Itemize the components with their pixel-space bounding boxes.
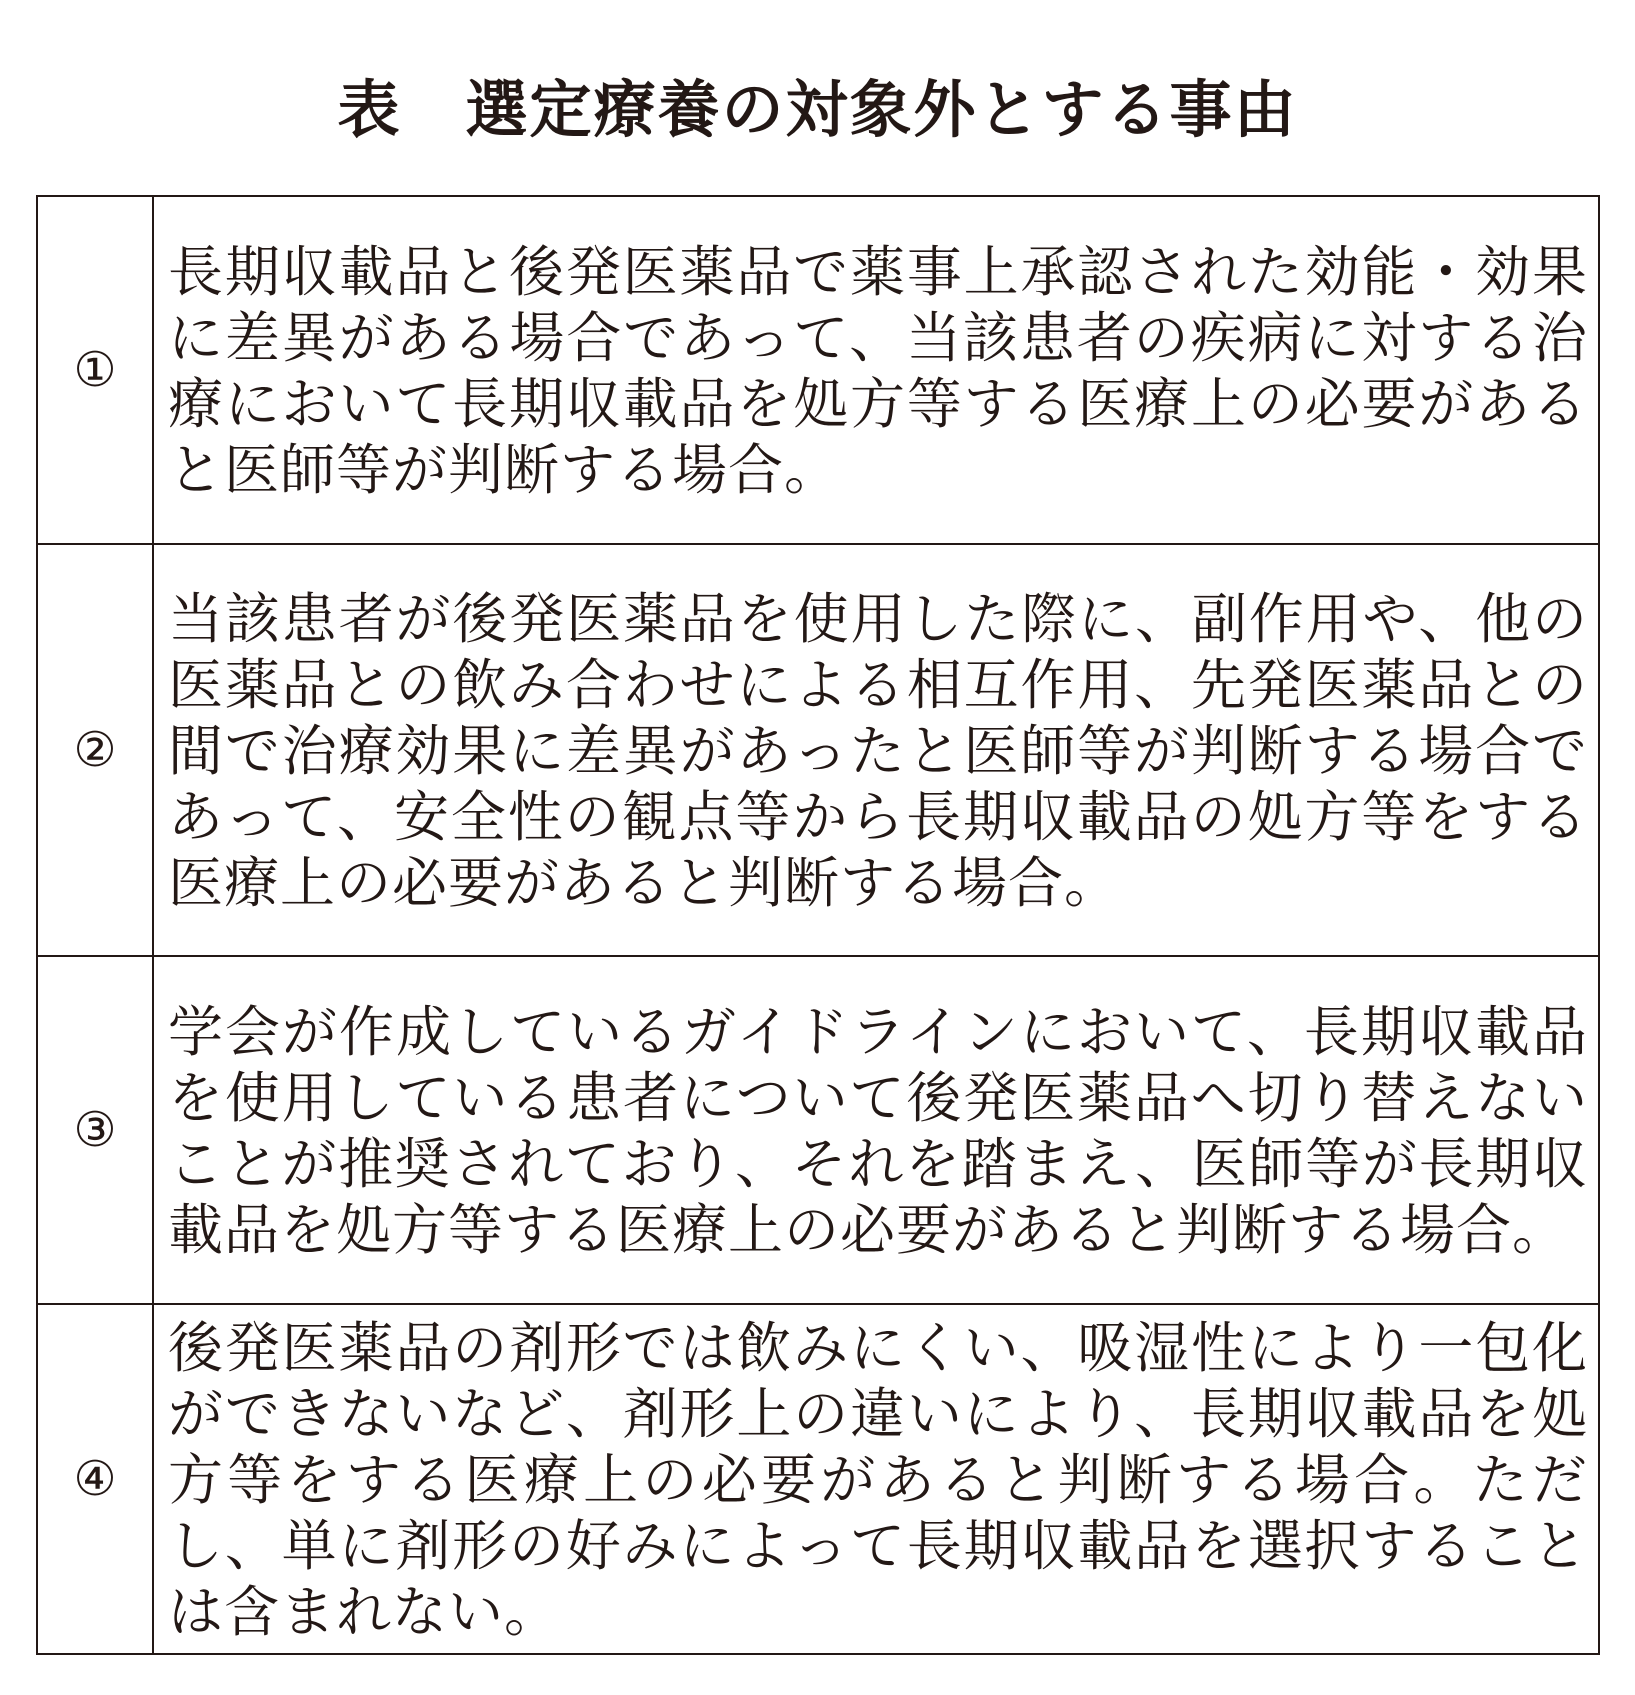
row-number: ③ [37, 956, 153, 1304]
row-number: ① [37, 196, 153, 544]
table-row [37, 196, 1599, 544]
row-text: 後発医薬品の剤形では飲みにくい、吸湿性により一包化ができないなど、剤形上の違いにより、長期収載品を処方等をする医療上の必要があると判断する場合。ただし、単に剤形の好みによって長期収載品を選択することは含まれない。 [153, 1304, 1599, 1654]
row-number: ④ [37, 1304, 153, 1654]
table-row [37, 956, 1599, 1304]
row-number: ② [37, 544, 153, 956]
row-text: 長期収載品と後発医薬品で薬事上承認された効能・効果に差異がある場合であって、当該患者の疾病に対する治療において長期収載品を処方等する医療上の必要があると医師等が判断する場合。 [153, 196, 1599, 544]
row-text: 学会が作成しているガイドラインにおいて、長期収載品を使用している患者について後発医薬品へ切り替えないことが推奨されており、それを踏まえ、医師等が長期収載品を処方等する医療上の必要があると判断する場合。 [153, 956, 1599, 1304]
reasons-table [36, 195, 1600, 1655]
table-row [37, 544, 1599, 956]
row-text: 当該患者が後発医薬品を使用した際に、副作用や、他の医薬品との飲み合わせによる相互作用、先発医薬品との間で治療効果に差異があったと医師等が判断する場合であって、安全性の観点等から長期収載品の処方等をする医療上の必要があると判断する場合。 [153, 544, 1599, 956]
table-title: 表 選定療養の対象外とする事由 [337, 73, 1298, 146]
table-row [37, 1304, 1599, 1654]
